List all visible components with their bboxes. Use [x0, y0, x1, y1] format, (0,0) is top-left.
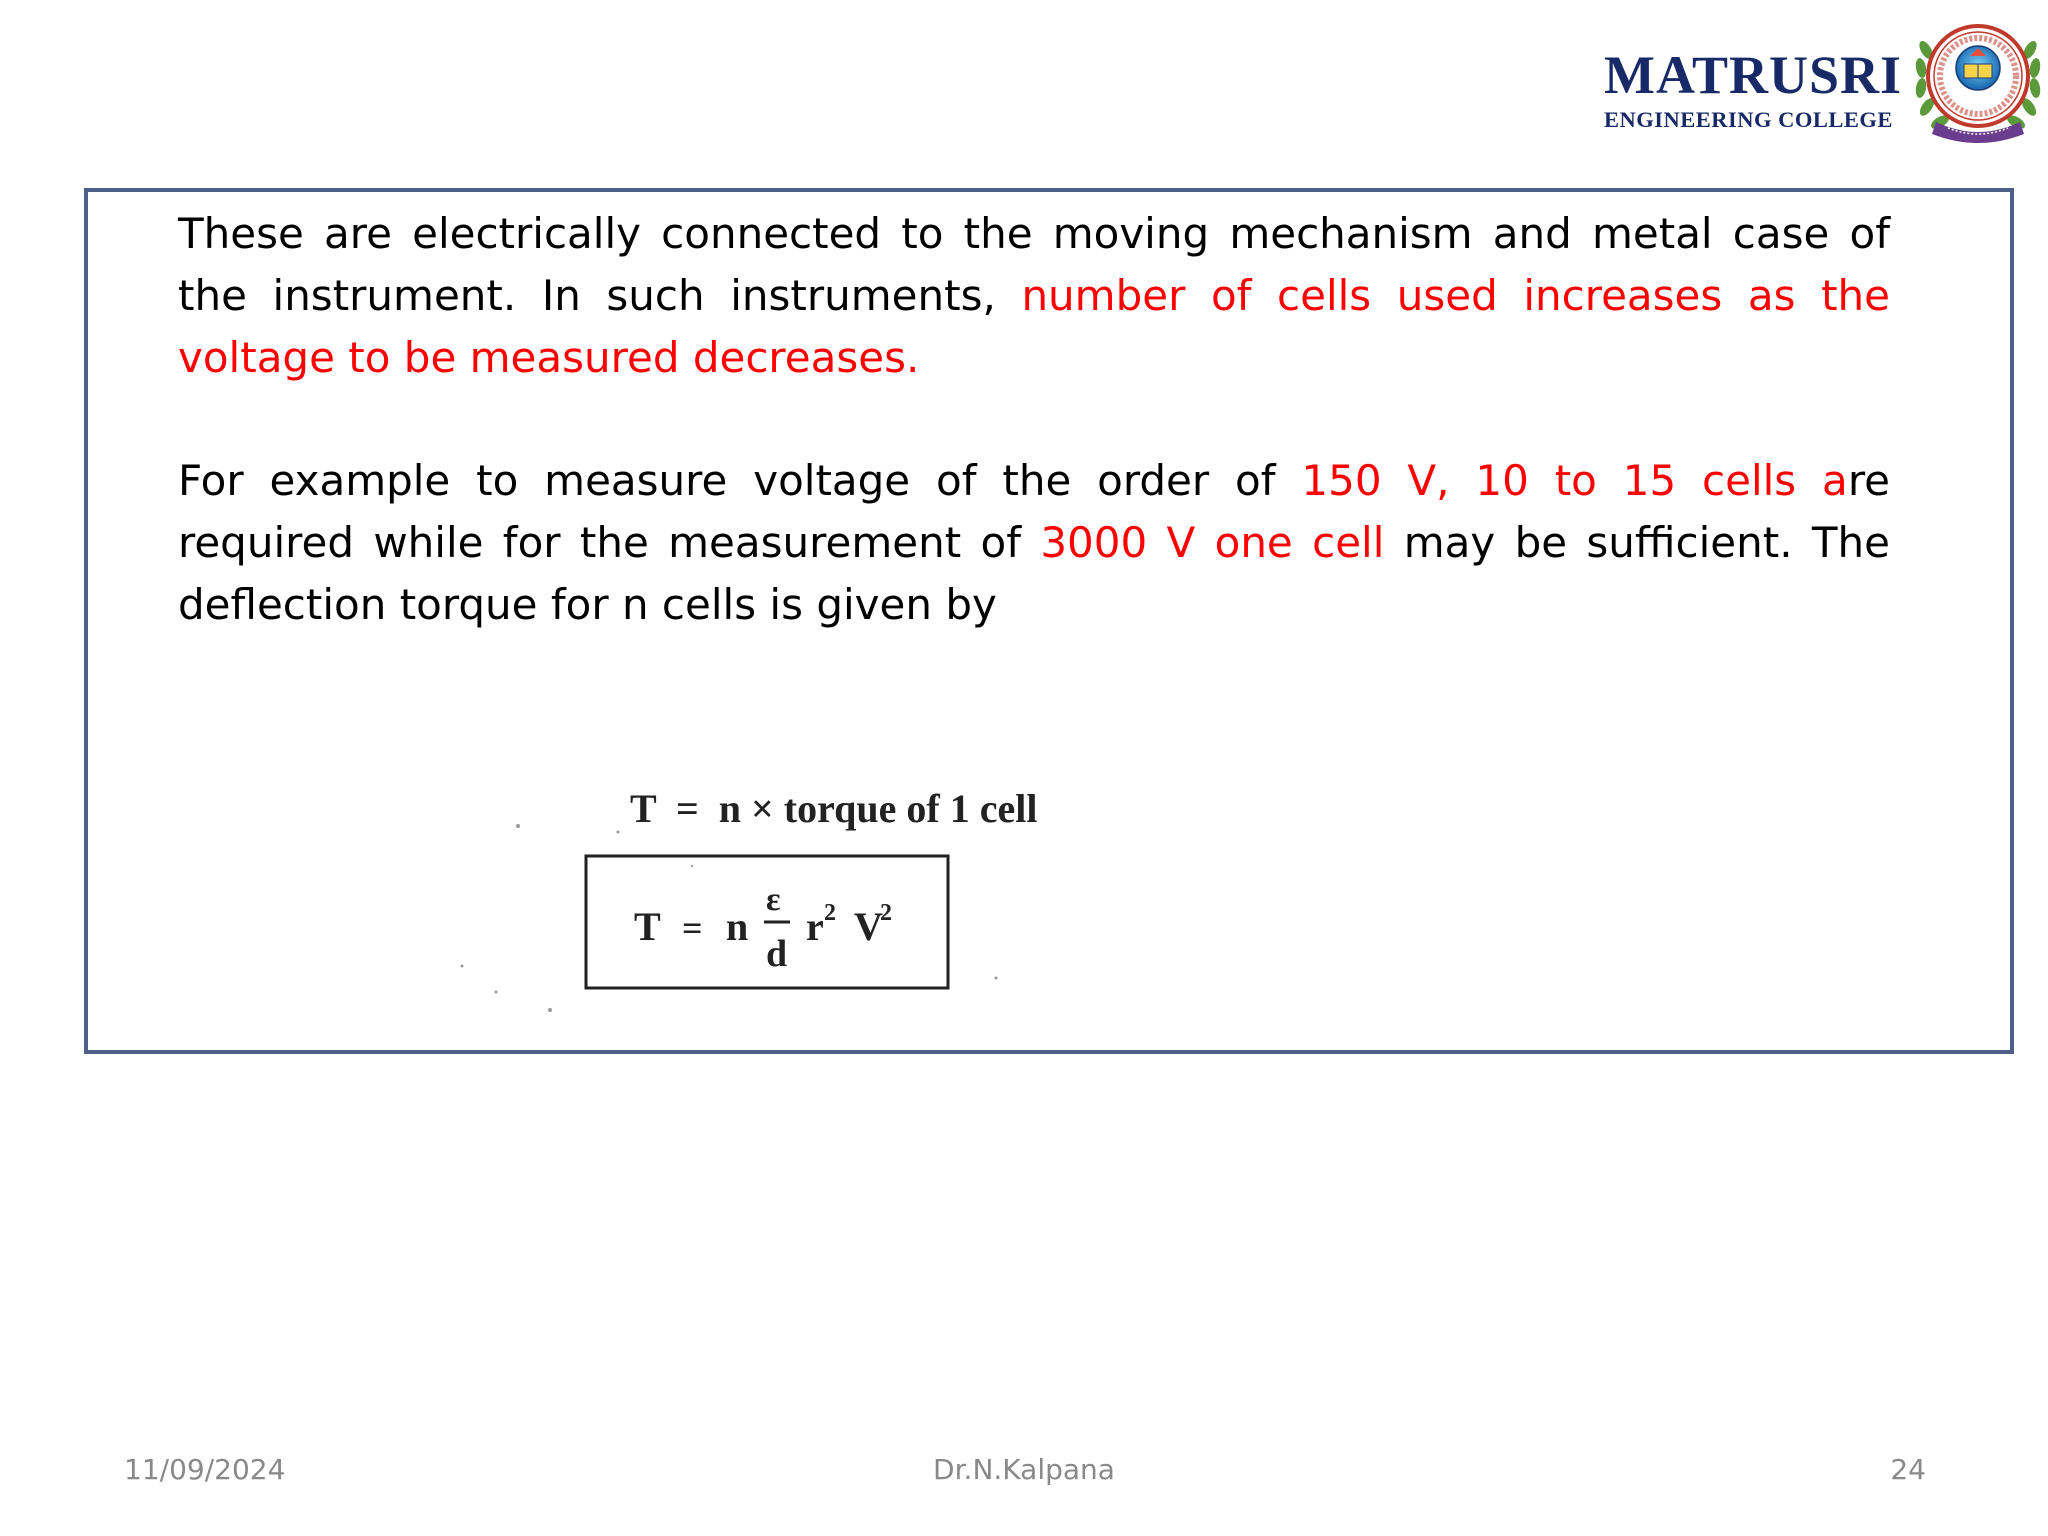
logo-title: MATRUSRI [1604, 45, 1903, 105]
paragraph1-highlight: number of cells used increases as the voltage to be measured decreases. [178, 271, 1891, 382]
formula-d: d [766, 933, 788, 975]
formula-r: r [806, 904, 824, 949]
slide-number: 24 [1890, 1453, 1926, 1486]
paragraph2-highlight-b: 3000 V one cell [1040, 518, 1385, 567]
formula-n: n [726, 904, 749, 949]
torque-formula [440, 770, 1140, 1030]
formula-line-torque-per-cell: T = n × torque of 1 cell [630, 786, 1038, 831]
paragraph2-highlight-a: 150 V, 10 to 15 cells a [1301, 456, 1848, 505]
formula-V: V [854, 904, 883, 949]
formula-r-exponent: 2 [824, 900, 836, 926]
formula-equals: = [682, 908, 703, 948]
footer-author: Dr.N.Kalpana [933, 1453, 1115, 1486]
paragraph1-text: These are electrically connected to the moving mechanism and metal case of the instrument. In such instruments, [178, 209, 1890, 320]
college-logo [1590, 10, 2040, 160]
paragraph2-text-b: re required while for the measurement of [178, 456, 1890, 567]
footer-date: 11/09/2024 [124, 1453, 286, 1486]
formula-V-exponent: 2 [880, 900, 892, 926]
formula-epsilon: ε [766, 881, 781, 918]
paragraph-voltage-example [178, 450, 1890, 636]
paragraph2-text-c: may be sufficient. The deflection torque for n cells is given by [178, 518, 1891, 629]
formula-T: T [634, 904, 661, 949]
paragraph2-text-a: For example to measure voltage of the order of [178, 456, 1302, 505]
logo-subtitle: ENGINEERING COLLEGE [1604, 107, 1893, 132]
college-seal-icon [1914, 10, 2042, 154]
paragraph-cells-connection [178, 203, 1890, 389]
